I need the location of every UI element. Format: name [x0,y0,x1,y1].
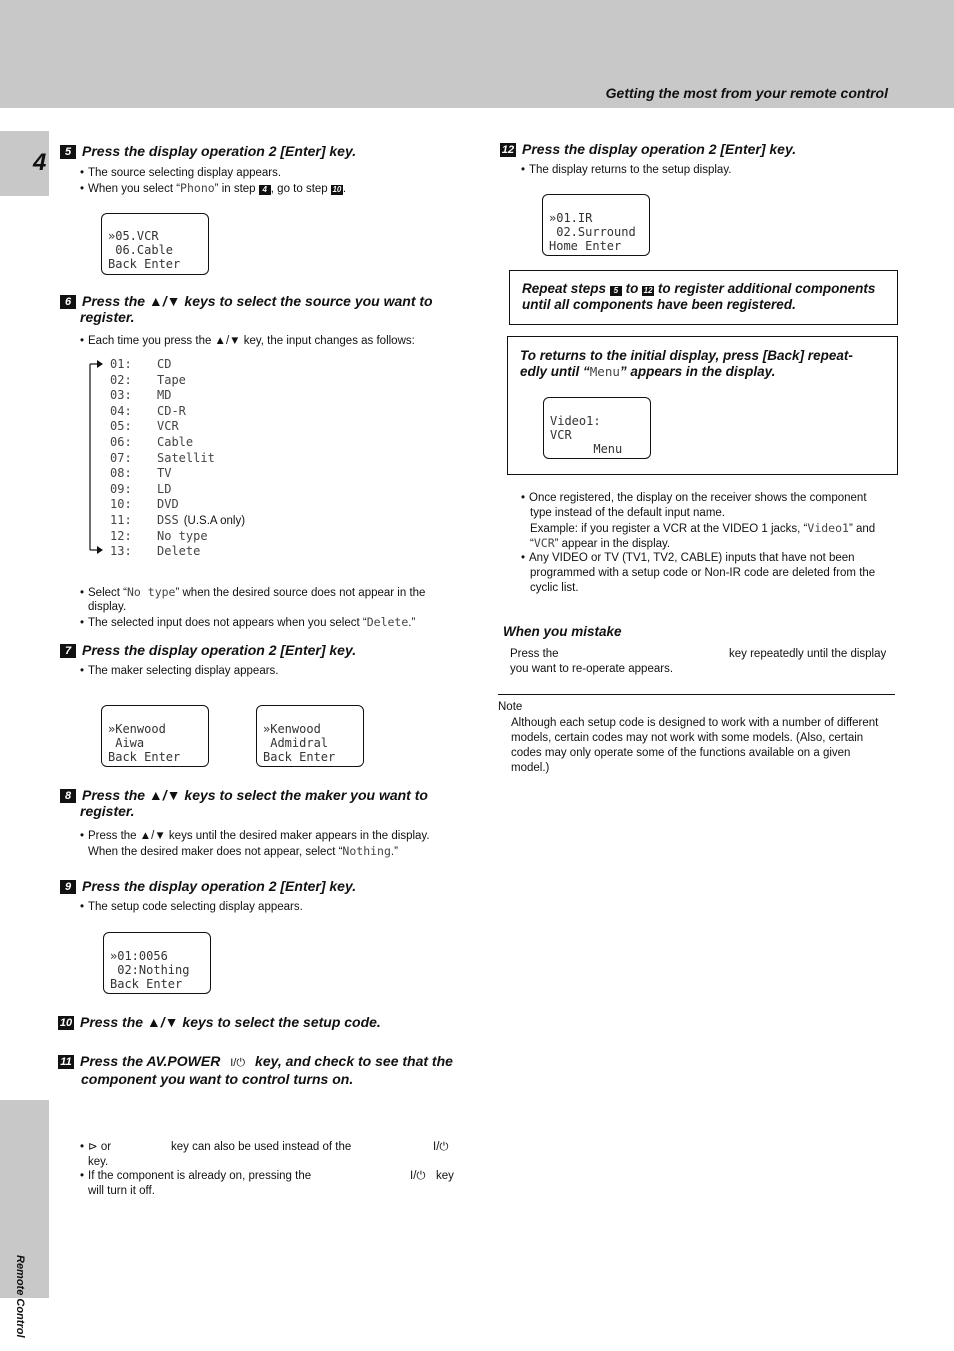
step-ref-badge: 4 [259,185,271,195]
step-number-badge: 5 [60,145,76,159]
step-title: register. [80,309,135,325]
source-list-item [110,544,200,558]
source-list-item [110,388,171,402]
source-name: DSS [157,513,179,527]
source-name: Satellit [157,450,215,465]
lcd-line: 06.Cable [108,243,174,257]
bullet: • The selected input does not appears when you select “Delete.” [80,615,416,629]
bullet: • When you select “Phono” in step 4 , go to step 10 . [80,181,347,195]
source-name: TV [157,466,172,481]
lcd-line: »05.VCR [108,229,159,243]
bullet: • If the component is already on, pressing the [80,1170,312,1182]
power-icon: I/⏻ [433,1141,449,1153]
text: If the component is already on, pressing the [88,1170,312,1182]
text: .” [408,617,416,629]
lcd-display [256,705,364,767]
source-number: 02: [110,372,132,387]
text: Select “ [88,587,127,599]
lcd-line: Back Enter [110,977,183,991]
step-title: register. [80,803,135,819]
step-title: key, and check to see that the [255,1053,453,1069]
source-number: 10: [110,497,132,512]
source-name: Tape [157,372,186,387]
bullet-cont: programmed with a setup code or Non-IR code are deleted from the [530,567,876,579]
lcd-line: Aiwa [108,736,145,750]
bullet-text: Any VIDEO or TV (TV1, TV2, CABLE) inputs that have not been [529,552,855,564]
text: To returns to the initial display, press [Back] repeat- [520,348,853,363]
lcd-line: Back Enter [263,750,336,764]
source-name: MD [157,388,172,403]
lcd-line: VCR [550,428,572,442]
lcd-line: Back Enter [108,257,181,271]
source-name: Delete [157,544,201,559]
code-text: No type [127,585,176,599]
source-number: 06: [110,435,132,449]
source-list-item [110,373,186,387]
step-11-heading [58,1053,453,1087]
source-name: VCR [157,419,179,434]
bullet-text: Once registered, the display on the receiver shows the component [529,492,867,504]
step-number-badge: 9 [60,880,76,894]
source-name: CD-R [157,403,186,418]
power-icon: I/⏻ [410,1170,426,1182]
code-text: Video1 [807,521,849,535]
bullet-cont: display. [88,601,127,613]
lcd-display [101,705,209,767]
lcd-display [101,213,209,275]
text: , go to step [270,183,331,195]
repeat-steps-text [522,281,875,313]
bullet-cont: key. [88,1156,109,1168]
bullet: • Any VIDEO or TV (TV1, TV2, CABLE) inputs that have not been [521,552,855,564]
text: to [625,281,639,296]
step-title: Press the ▲/▼ keys to select the maker you want to [82,787,428,803]
source-list-item [110,357,171,371]
page-number-tab [0,131,49,196]
step-title: Press the display operation 2 [Enter] key. [82,642,357,658]
source-number: 11: [110,513,132,527]
text: Example: if you register a VCR at the VIDEO 1 jacks, “ [530,523,808,535]
text: ” appears in the display. [619,364,776,379]
bullet-text: key [436,1170,454,1182]
step-7-heading [60,642,356,658]
mistake-text: key repeatedly until the display [729,648,887,660]
text: Repeat steps [522,281,607,296]
source-number: 01: [110,357,132,371]
step-number-badge: 11 [58,1055,74,1069]
page-number: 4 [33,149,47,176]
text: .” [390,846,398,858]
bullet: • The source selecting display appears. [80,167,282,179]
text: When you select “ [88,183,181,195]
bullet: • Select “No type” when the desired source does not appear in the [80,585,426,599]
source-number: 08: [110,466,132,481]
bullet: • Each time you press the ▲/▼ key, the input changes as follows: [80,335,415,347]
text: “ [530,538,534,550]
source-list-item [110,404,186,418]
step-title: component you want to control turns on. [81,1071,354,1087]
source-list-item [110,451,215,465]
bullet-text: The maker selecting display appears. [88,665,279,677]
bullet: • The maker selecting display appears. [80,665,279,677]
bullet: • Press the ▲/▼ keys until the desired maker appears in the display. [80,830,430,842]
step-9-heading [60,878,356,894]
text: ” in step [214,183,259,195]
step-ref-badge: 10 [332,185,342,194]
step-title: Press the display operation 2 [Enter] key. [522,141,797,157]
mistake-heading: When you mistake [503,624,622,639]
source-name: Cable [157,435,194,449]
source-name: DVD [157,497,179,512]
code-text: Delete [366,615,409,629]
step-10-heading [58,1014,381,1030]
lcd-line: »01.IR [549,211,593,225]
lcd-line: »Kenwood [263,722,321,736]
source-number: 05: [110,419,132,434]
lcd-line: 02:Nothing [110,963,190,977]
cycle-arrow-icon [86,358,106,558]
source-number: 12: [110,528,132,543]
source-list-item [110,466,171,480]
divider [498,694,895,695]
bullet-cont: cyclic list. [530,582,579,594]
bullet: • ⊳ or [80,1141,112,1153]
source-note: (U.S.A only) [183,515,246,527]
source-list-item [110,529,208,543]
bullet-cont: type instead of the default input name. [530,507,725,519]
step-title: Press the display operation 2 [Enter] key. [82,143,357,159]
code-text: VCR [533,536,555,550]
code-text: Nothing [342,844,391,858]
code-text: Menu [589,364,620,379]
step-number-badge: 8 [60,789,76,803]
lcd-line: Video1: [550,414,601,428]
source-number: 13: [110,544,132,559]
source-list-item [110,513,245,527]
text: ” when the desired source does not appear in the [175,587,426,599]
lcd-line: »Kenwood [108,722,166,736]
lcd-line: Admidral [263,736,329,750]
lcd-line: Home Enter [549,239,622,253]
note-line: model.) [511,762,550,774]
step-title: Press the display operation 2 [Enter] key. [82,878,357,894]
lcd-display [543,397,651,459]
step-title: Press the ▲/▼ keys to select the source you want to [82,293,433,309]
section-label: Remote Control [14,1255,26,1338]
text: . [342,183,347,195]
bullet-cont [88,844,398,860]
note-line: models, certain codes may not work with some models. (Also, certain [511,732,864,744]
bullet-cont: will turn it off. [88,1185,155,1197]
note-line: codes may only operate some of the functions available on a given [511,747,851,759]
code-text: Phono [180,181,215,195]
bullet: • The display returns to the setup display. [521,164,732,176]
step-12-heading [500,141,796,157]
power-icon: I/⏻ [230,1057,246,1069]
bullet-text: Press the ▲/▼ keys until the desired maker appears in the display. [88,830,430,842]
step-title: Press the ▲/▼ keys to select the setup code. [80,1014,381,1030]
step-ref-badge: 12 [643,286,653,295]
lcd-display [542,194,650,256]
text: When the desired maker does not appear, select “ [88,846,343,858]
lcd-line: 02.Surround [549,225,636,239]
text: ⊳ or [88,1141,112,1153]
lcd-line: Menu [550,442,623,456]
text: until all components have been registered. [522,297,796,312]
text: edly until “ [520,364,590,379]
text: The selected input does not appears when you select “ [88,617,367,629]
step-number-badge: 6 [60,295,76,309]
repeat-steps-box [509,270,898,325]
lcd-display [103,932,211,994]
step-6-heading [60,293,433,325]
text: ” and [848,523,876,535]
bullet-text: The display returns to the setup display. [529,164,732,176]
note-label: Note [498,701,523,713]
mistake-text: Press the [510,648,559,660]
source-number: 04: [110,403,132,418]
mistake-text: you want to re-operate appears. [510,663,674,675]
bullet-text: The setup code selecting display appears. [88,901,303,913]
source-number: 03: [110,388,132,403]
lcd-line: »01:0056 [110,949,168,963]
source-number: 09: [110,481,132,496]
page-title: Getting the most from your remote control [605,85,888,101]
bullet-cont [530,521,875,537]
source-list-item [110,419,179,433]
source-list-item [110,482,171,496]
step-8-heading [60,787,428,819]
bullet-text: key can also be used instead of the [171,1141,352,1153]
step-ref-badge: 5 [610,286,622,296]
note-line: Although each setup code is designed to work with a number of different [511,717,879,729]
bullet: • The setup code selecting display appears. [80,901,303,913]
source-name: No type [157,528,208,543]
source-list-item [110,435,193,449]
step-number-badge: 12 [501,144,515,156]
step-number-badge: 7 [60,644,76,658]
step-number-badge: 10 [59,1017,73,1029]
source-name: CD [157,357,172,371]
return-text [520,348,853,380]
bullet: • Once registered, the display on the receiver shows the component [521,492,867,504]
return-instructions-box [507,336,898,475]
lcd-line: Back Enter [108,750,181,764]
text: to register additional components [657,281,876,296]
bullet-text: The source selecting display appears. [88,167,282,179]
text: ” appear in the display. [554,538,671,550]
source-list-item [110,497,179,511]
section-tab [0,1100,49,1338]
bullet-cont [530,536,670,552]
source-number: 07: [110,450,132,465]
bullet-text: Each time you press the ▲/▼ key, the input changes as follows: [88,335,415,347]
source-name: LD [157,481,172,496]
step-5-heading [60,143,356,159]
step-title: Press the AV.POWER [80,1053,221,1069]
